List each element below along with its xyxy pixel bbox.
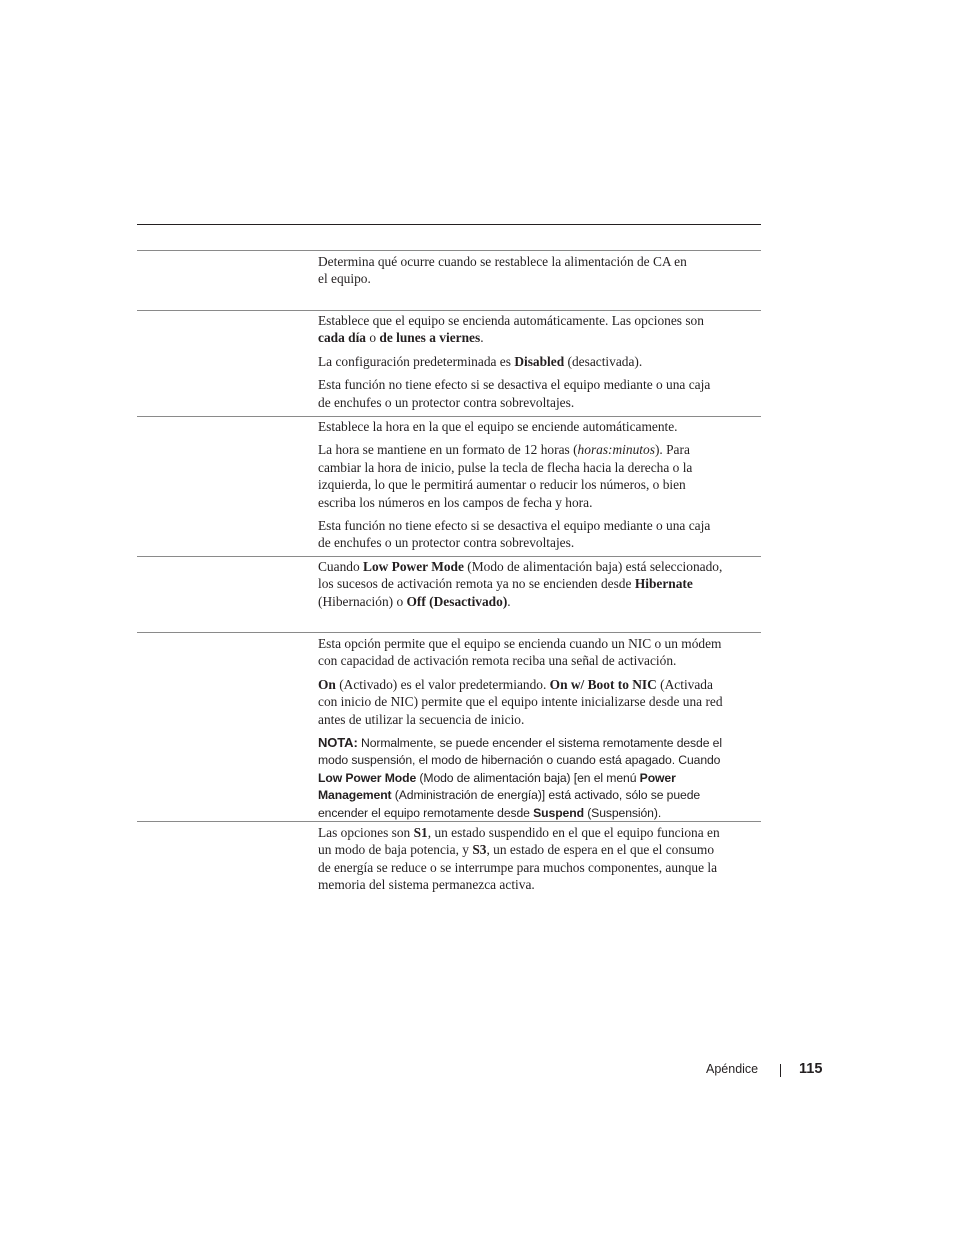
description-paragraph [318, 441, 763, 511]
text-run: , un estado de espera en el que el consumo [486, 842, 715, 858]
table-top-rule [137, 224, 761, 225]
footer-separator [780, 1064, 781, 1077]
italic-term: horas:minutos [577, 442, 655, 458]
bold-term: Power [639, 770, 676, 785]
text-run: (desactivada). [564, 353, 643, 369]
bold-term: Low Power Mode [363, 559, 464, 574]
row-description [318, 558, 763, 616]
text-run: La hora se mantiene en un formato de 12 horas ( [318, 442, 578, 458]
text-run: (Modo de alimentación baja) [en el menú [416, 770, 640, 785]
bold-term: Low Power Mode [318, 770, 417, 785]
text-run: de enchufes o un protector contra sobrevoltajes. [318, 535, 575, 551]
text-run: de enchufes o un protector contra sobrevoltajes. [318, 394, 575, 410]
footer-section-title: Apéndice [706, 1062, 759, 1076]
text-run: los sucesos de activación remota ya no se encienden desde [318, 576, 635, 592]
text-run: (Activado) es el valor predetermiando. [335, 676, 550, 692]
row-description [318, 418, 763, 558]
text-run: Establece que el equipo se encienda automáticamente. Las opciones son [318, 313, 704, 328]
bold-term: Disabled [514, 353, 565, 369]
text-run: un modo de baja potencia, y [318, 842, 473, 858]
text-run: Cuando [318, 559, 364, 574]
text-run: (Modo de alimentación baja) está seleccionado, [463, 559, 723, 574]
row-description [318, 253, 763, 294]
text-run: Normalmente, se puede encender el sistema remotamente desde el [357, 736, 722, 751]
text-run: cambiar la hora de inicio, pulse la tecla de flecha hacia la derecha o la [318, 459, 693, 475]
bold-term: NOTA: [318, 735, 358, 751]
bold-term: Suspend [533, 805, 584, 820]
page-number: 115 [799, 1061, 823, 1077]
text-run: Esta función no tiene efecto si se desactiva el equipo mediante o una caja [318, 377, 711, 393]
text-run: (Activada [656, 676, 713, 692]
description-paragraph [318, 353, 763, 370]
text-run: izquierda, lo que le permitirá aumentar o reducir los números, o bien [318, 477, 686, 493]
description-paragraph [318, 517, 763, 552]
bold-term: de lunes a viernes [379, 330, 481, 346]
text-run: , un estado suspendido en el que el equipo funciona en [427, 825, 720, 840]
description-paragraph [318, 312, 763, 347]
text-run: . [480, 330, 484, 346]
row-divider [137, 632, 761, 633]
bold-term: Management [318, 788, 392, 803]
bold-term: Off (Desactivado) [406, 593, 508, 609]
text-run: ). Para [654, 442, 690, 458]
text-run: con inicio de NIC) permite que el equipo intente inicializarse desde una red [318, 694, 723, 710]
description-paragraph [318, 558, 763, 610]
bold-term: S1 [413, 825, 428, 840]
description-paragraph [318, 635, 763, 670]
description-paragraph [318, 418, 763, 435]
bold-term: cada día [318, 330, 366, 346]
text-run: Establece la hora en la que el equipo se enciende automáticamente. [318, 419, 678, 434]
text-run: o [366, 330, 380, 346]
text-run: antes de utilizar la secuencia de inicio. [318, 711, 525, 727]
text-run: el equipo. [318, 271, 371, 287]
row-divider [137, 310, 761, 311]
text-run: (Hibernación) o [318, 593, 407, 609]
row-description [318, 312, 763, 417]
text-run: escriba los números en los campos de fecha y hora. [318, 494, 593, 510]
text-run: encender el equipo remotamente desde [318, 805, 534, 820]
description-paragraph [318, 253, 763, 288]
page-footer [0, 1061, 954, 1081]
note-block [318, 734, 763, 822]
row-divider [137, 250, 761, 251]
bold-term: S3 [472, 842, 487, 858]
text-run: Esta opción permite que el equipo se encienda cuando un NIC o un módem [318, 636, 722, 651]
bold-term: On [318, 676, 336, 692]
text-run: . [507, 593, 511, 609]
text-run: (Administración de energía)] está activado, sólo se puede [391, 788, 701, 803]
text-run: Determina qué ocurre cuando se restablece la alimentación de CA en [318, 254, 687, 269]
text-run: Esta función no tiene efecto si se desactiva el equipo mediante o una caja [318, 518, 711, 534]
text-run: con capacidad de activación remota reciba una señal de activación. [318, 653, 677, 669]
text-run: de energía se reduce o se interrumpe para muchos componentes, aunque la [318, 859, 718, 875]
bold-term: Hibernate [634, 576, 693, 592]
text-run: Las opciones son [318, 825, 414, 840]
row-description [318, 824, 763, 900]
text-run: modo suspensión, el modo de hibernación o cuando está apagado. Cuando [318, 753, 721, 768]
description-paragraph [318, 376, 763, 411]
bold-term: On w/ Boot to NIC [549, 676, 657, 692]
text-run: (Suspensión). [583, 805, 662, 820]
description-paragraph [318, 824, 763, 894]
description-paragraph [318, 676, 763, 728]
row-description [318, 635, 763, 822]
text-run: La configuración predeterminada es [318, 353, 515, 369]
text-run: memoria del sistema permanezca activa. [318, 877, 535, 893]
